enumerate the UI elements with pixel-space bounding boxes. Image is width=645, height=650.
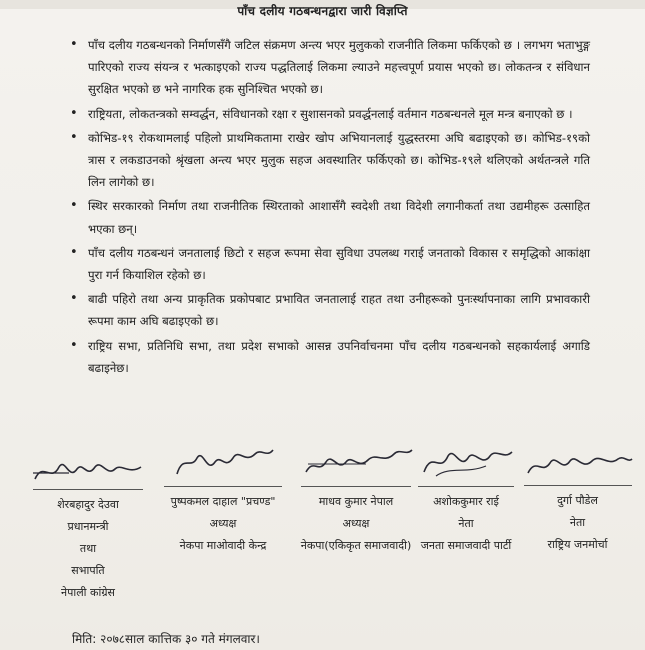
signatory-name: पुष्पकमल दाहाल "प्रचण्ड" xyxy=(170,495,276,508)
signatory-name: माधव कुमार नेपाल xyxy=(318,495,394,508)
signatory-party: राष्ट्रिय जनमोर्चा xyxy=(547,538,608,551)
signatory-block-rai xyxy=(416,440,516,557)
document-date: मिति: २०७८साल कात्तिक ३० गते मंगलवार। xyxy=(72,632,260,646)
signatory-role: सभापति xyxy=(71,564,105,577)
signatory-role: अध्यक्ष xyxy=(209,517,237,530)
signatory-block-dahal xyxy=(158,440,288,557)
statement-list xyxy=(70,34,590,381)
signatory-role: प्रधानमन्त्री xyxy=(67,520,109,533)
statement-item: • राष्ट्रिय सभा, प्रतिनिधि सभा, तथा प्रदेश सभाको आसन्न उपनिर्वाचनमा पाँच दलीय गठबन्धनको सहकार्यलाई अगाडि बढाइनेछ। xyxy=(70,335,590,379)
signatory-block-paudel xyxy=(520,445,635,556)
signature-line xyxy=(524,485,632,486)
signature-dahal-icon xyxy=(163,440,283,486)
signature-line xyxy=(33,489,143,490)
signature-line xyxy=(164,486,282,487)
signatory-role: तथा xyxy=(79,542,97,555)
statement-item: • स्थिर सरकारको निर्माण तथा राजनीतिक स्थिरताको आशासँगै स्वदेशी तथा विदेशी लगानीकर्ता तथा उद्यमीहरू उत्साहित भएका छन्। xyxy=(70,195,590,239)
signatory-party: जनता समाजवादी पार्टी xyxy=(420,539,512,552)
signatory-name: अशोककुमार राई xyxy=(433,495,499,508)
signatory-role: नेता xyxy=(458,517,474,530)
signature-line xyxy=(418,486,514,487)
signatory-name: दुर्गा पौडेल xyxy=(557,494,598,507)
signatory-block-nepal xyxy=(296,442,416,557)
document-title: पाँच दलीय गठबन्धनद्वारा जारी विज्ञप्ति xyxy=(237,4,408,18)
signature-rai-icon xyxy=(416,440,516,486)
signature-nepal-icon xyxy=(296,442,416,486)
signatory-party: नेकपा माओवादी केन्द्र xyxy=(179,539,267,552)
signatory-role: नेता xyxy=(569,516,586,529)
signature-deuba-icon xyxy=(29,455,147,489)
signatory-block-deuba xyxy=(28,455,148,604)
signatory-party: नेकपा(एकिकृत समाजवादी) xyxy=(300,539,412,552)
signatory-party: नेपाली कांग्रेस xyxy=(61,586,115,599)
signatory-role: अध्यक्ष xyxy=(342,517,370,530)
statement-item: • बाढी पहिरो तथा अन्य प्राकृतिक प्रकोपबाट प्रभावित जनतालाई राहत तथा उनीहरूको पुनःर्स्थापनाका लागि प्रभावकारी रूपमा काम अघि बढाइएको छ। xyxy=(70,288,590,332)
signature-paudel-icon xyxy=(522,445,634,485)
statement-item: • पाँच दलीय गठबन्धनं जनतालाई छिटो र सहज रूपमा सेवा सुविधा उपलब्ध गराई जनताको विकास र समृद्धिको आकांक्षा पुरा गर्न कियाशिल रहेको छ। xyxy=(70,242,590,286)
statement-item: • कोभिड-१९ रोकथामलाई पहिलो प्राथमिकतामा राखेर खोप अभियानलाई युद्धस्तरमा अघि बढाइएको छ। कोभिड-१९को त्रास र लकडाउनको श्रृंखला अन्त्य भएर मुलुक सहज अवस्थातिर फर्किएको छ। कोभिड-१९ले थलिएको अर्थतन्त्रले गति लिन लागेको छ। xyxy=(70,127,590,194)
signature-line xyxy=(301,486,411,487)
statement-item: • राष्ट्रियता, लोकतन्त्रको सम्वर्द्धन, संविधानको रक्षा र सुशासनको प्रवर्द्धनलाई वर्तमान गठबन्धनले मूल मन्त्र बनाएको छ । xyxy=(70,103,590,125)
statement-item: • पाँच दलीय गठबन्धनको निर्माणसँगै जटिल संक्रमण अन्त्य भएर मुलुकको राजनीति लिकमा फर्किएको छ । लगभग भताभुङ्ग पारिएको राज्य संयन्त्र र भत्काइएको राज्य पद्धतिलाई लिकमा ल्याउने महत्त्वपूर्ण प्रयास भएको छ। लोकतन्त्र र संविधान सुरक्षित भएको छ भने नागरिक हक सुनिश्चित भएको छ। xyxy=(70,34,590,101)
signatory-name: शेरबहादुर देउवा xyxy=(57,498,119,511)
